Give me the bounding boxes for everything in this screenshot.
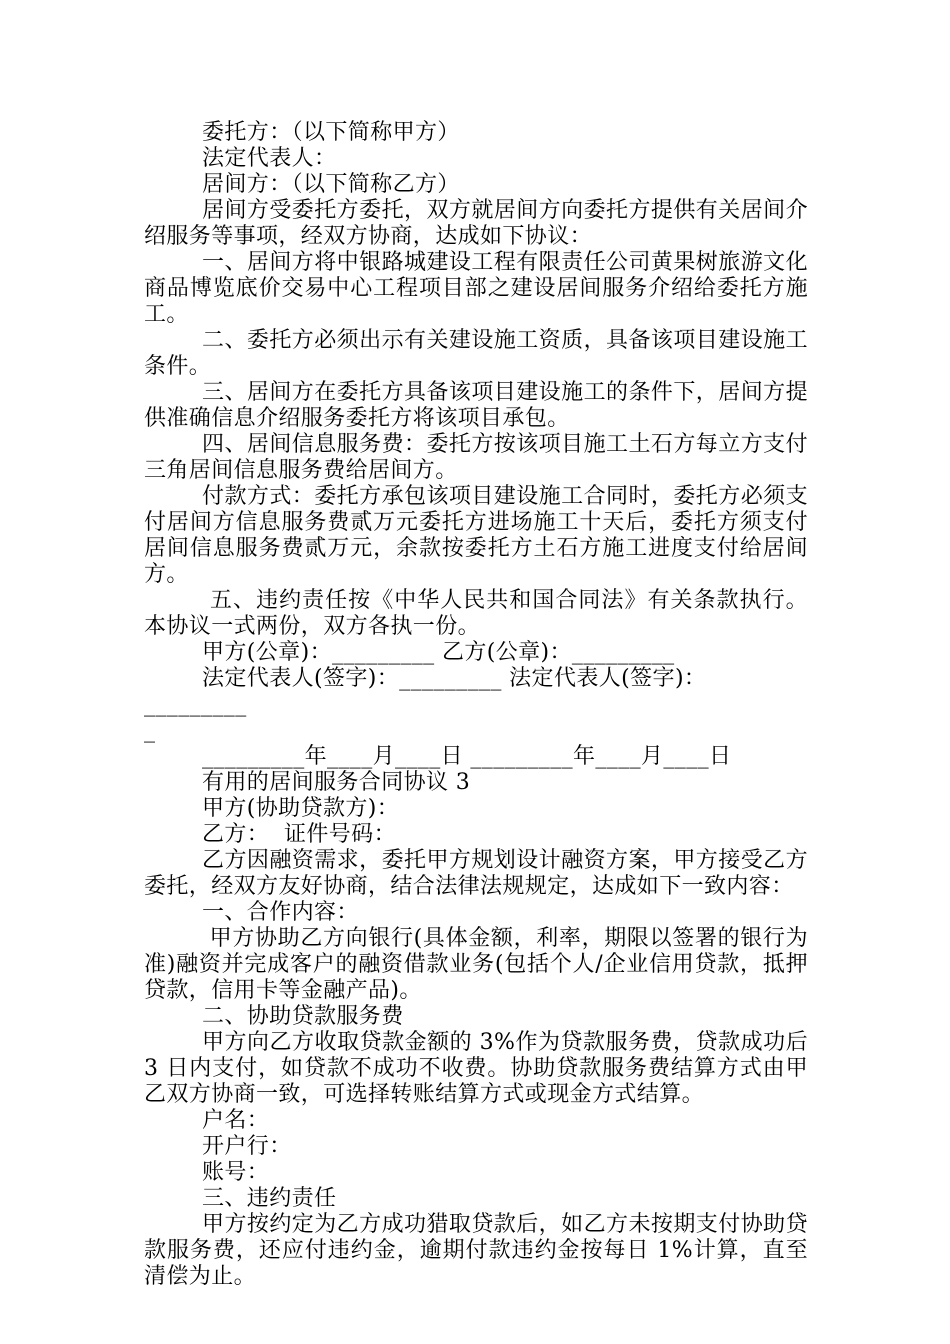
section-heading: 有用的居间服务合同协议 3 [202, 770, 471, 795]
paragraph: 户名： [202, 1108, 270, 1133]
paragraph: 居间方受委托方委托，双方就居间方向委托方提供有关居间介绍服务等事项，经双方协商，达成如下协议： [144, 198, 808, 249]
paragraph: 甲方协助乙方向银行(具体金额，利率，期限以签署的银行为准)融资并完成客户的融资借款业务(包括个人/企业信用贷款，抵押贷款，信用卡等金融产品)。 [144, 926, 808, 1003]
paragraph: 三、居间方在委托方具备该项目建设施工的条件下，居间方提供准确信息介绍服务委托方将该项目承包。 [144, 380, 808, 431]
paragraph: 二、委托方必须出示有关建设施工资质，具备该项目建设施工条件。 [144, 328, 808, 379]
paragraph: 法定代表人： [202, 146, 337, 171]
paragraph: 付款方式：委托方承包该项目建设施工合同时，委托方必须支付居间方信息服务费贰万元委托方进场施工十天后，委托方须支付居间信息服务费贰万元，余款按委托方土石方施工进度支付给居间方。 [144, 484, 808, 587]
signature-line-wrap: _ [144, 718, 156, 743]
signature-line-date: _________年____月____日 _________年____月____日 [202, 744, 732, 769]
paragraph: 三、违约责任 [202, 1186, 337, 1211]
paragraph: 四、居间信息服务费：委托方按该项目施工土石方每立方支付三角居间信息服务费给居间方。 [144, 432, 808, 483]
paragraph: 开户行： [202, 1134, 292, 1159]
paragraph: 甲方向乙方收取贷款金额的 3%作为贷款服务费，贷款成功后 3 日内支付，如贷款不成功不收费。协助贷款服务费结算方式由甲乙双方协商一致，可选择转账结算方式或现金方式结算。 [144, 1030, 816, 1107]
paragraph: 一、合作内容： [202, 900, 359, 925]
signature-line-rep: 法定代表人(签字)：_________ 法定代表人(签字)：_________ [144, 666, 707, 717]
signature-line-seal: 甲方(公章)：_________ 乙方(公章)：_________ [202, 640, 675, 665]
paragraph: 委托方：（以下简称甲方） [202, 120, 460, 145]
paragraph: 乙方因融资需求，委托甲方规划设计融资方案，甲方接受乙方委托，经双方友好协商，结合法律法规规定，达成如下一致内容： [144, 848, 808, 899]
paragraph: 甲方按约定为乙方成功猎取贷款后，如乙方未按期支付协助贷款服务费，还应付违约金，逾期付款违约金按每日 1%计算，直至清偿为止。 [144, 1212, 808, 1289]
document-body [144, 120, 816, 1290]
paragraph: 居间方：（以下简称乙方） [202, 172, 460, 197]
paragraph: 甲方(协助贷款方)： [202, 796, 400, 821]
paragraph: 一、居间方将中银路城建设工程有限责任公司黄果树旅游文化商品博览底价交易中心工程项目部之建设居间服务介绍给委托方施工。 [144, 250, 808, 327]
paragraph: 乙方： 证件号码： [202, 822, 396, 847]
paragraph: 五、违约责任按《中华人民共和国合同法》有关条款执行。本协议一式两份，双方各执一份。 [144, 588, 808, 639]
paragraph: 账号： [202, 1160, 270, 1185]
paragraph: 二、协助贷款服务费 [202, 1004, 404, 1029]
